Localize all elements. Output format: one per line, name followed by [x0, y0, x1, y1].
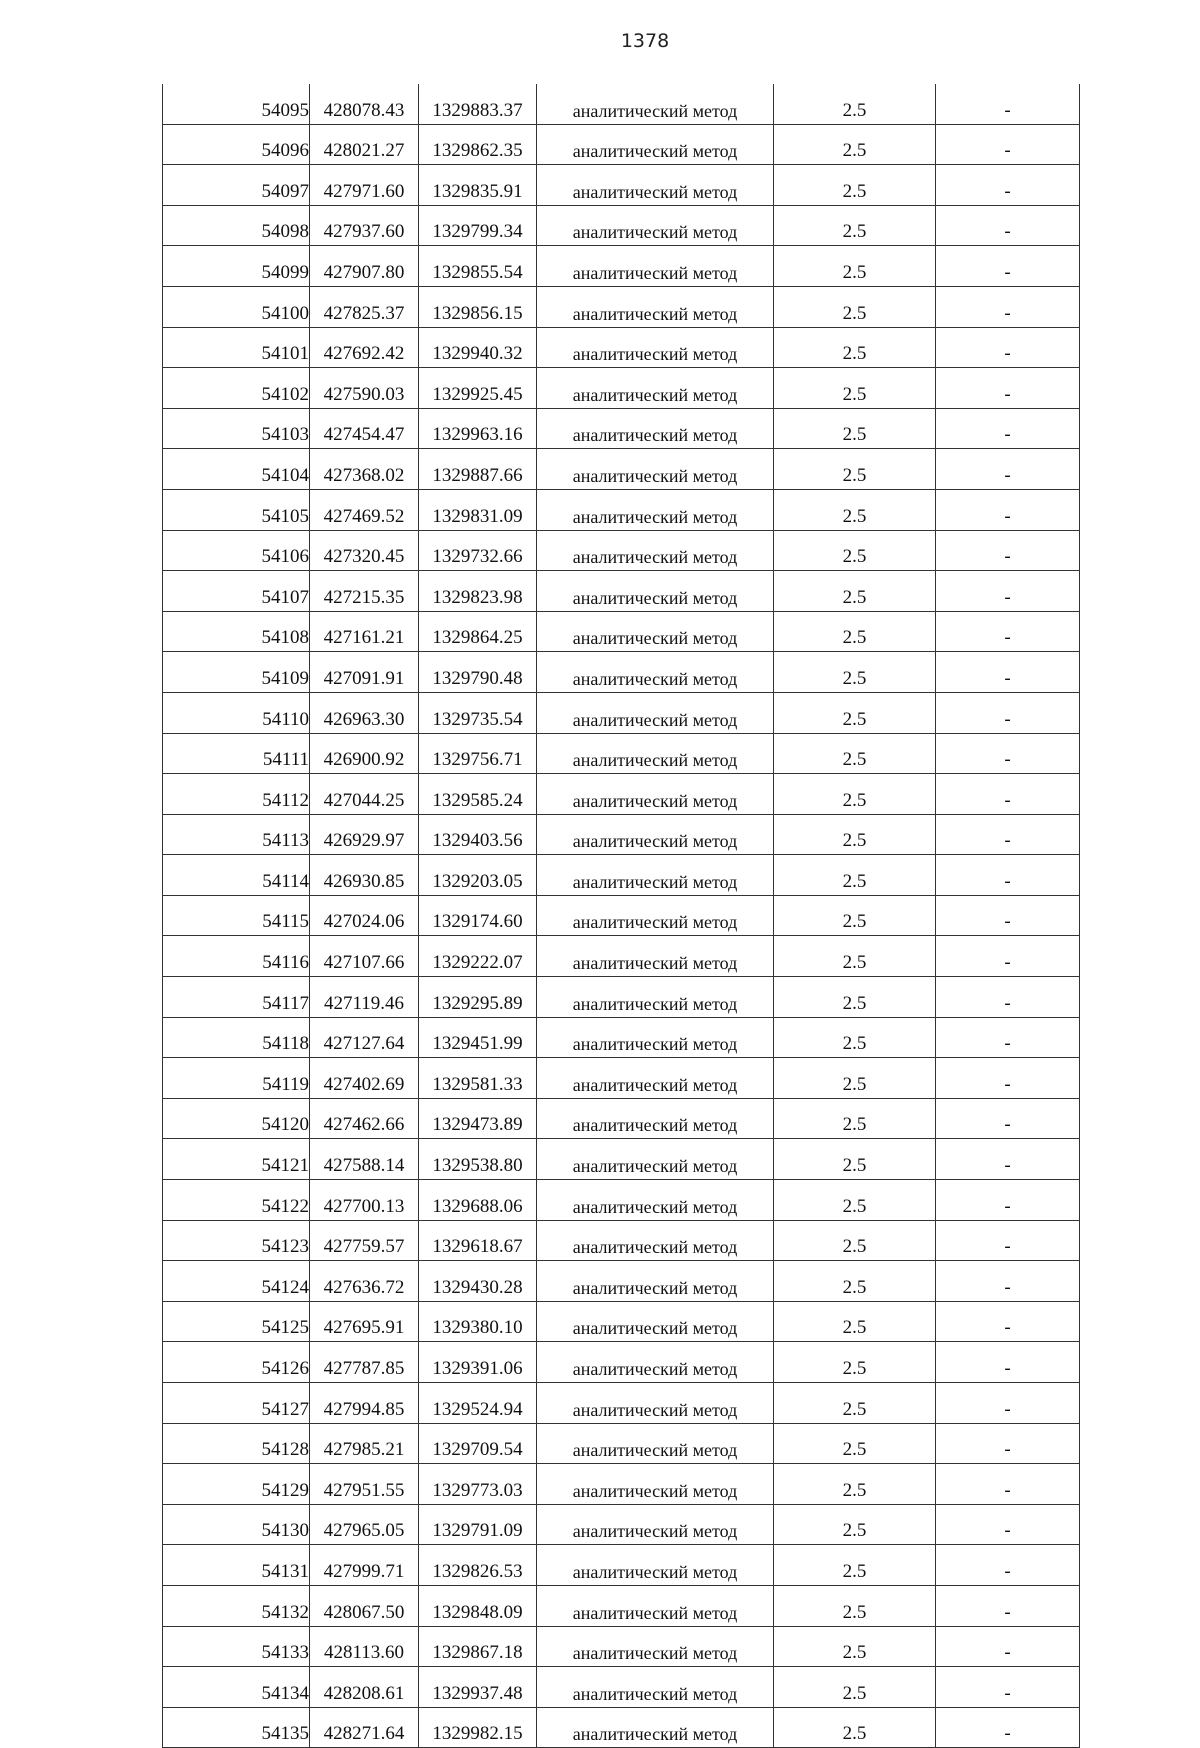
y-coordinate-cell: 1329380.10 [419, 1301, 537, 1342]
note-cell: - [936, 1707, 1080, 1748]
y-coordinate-cell: 1329855.54 [419, 246, 537, 287]
method-cell: аналитический метод [537, 1707, 774, 1748]
point-number-cell: 54119 [163, 1058, 310, 1099]
y-coordinate-cell: 1329203.05 [419, 855, 537, 896]
x-coordinate-cell: 427695.91 [310, 1301, 419, 1342]
table-row [163, 692, 1080, 733]
note-cell: - [936, 246, 1080, 287]
accuracy-cell: 2.5 [774, 1139, 936, 1180]
point-number-cell: 54098 [163, 205, 310, 246]
x-coordinate-cell: 427215.35 [310, 571, 419, 612]
note-cell: - [936, 530, 1080, 571]
note-cell: - [936, 652, 1080, 693]
table-row [163, 1139, 1080, 1180]
point-number-cell: 54120 [163, 1098, 310, 1139]
note-cell: - [936, 774, 1080, 815]
note-cell: - [936, 1626, 1080, 1667]
x-coordinate-cell: 427999.71 [310, 1545, 419, 1586]
accuracy-cell: 2.5 [774, 977, 936, 1018]
table-row [163, 1545, 1080, 1586]
point-number-cell: 54135 [163, 1707, 310, 1748]
note-cell: - [936, 286, 1080, 327]
table-row [163, 1301, 1080, 1342]
point-number-cell: 54125 [163, 1301, 310, 1342]
table-row [163, 611, 1080, 652]
method-cell: аналитический метод [537, 449, 774, 490]
accuracy-cell: 2.5 [774, 449, 936, 490]
point-number-cell: 54101 [163, 327, 310, 368]
accuracy-cell: 2.5 [774, 1585, 936, 1626]
y-coordinate-cell: 1329790.48 [419, 652, 537, 693]
point-number-cell: 54116 [163, 936, 310, 977]
note-cell: - [936, 84, 1080, 124]
accuracy-cell: 2.5 [774, 530, 936, 571]
table-row [163, 855, 1080, 896]
accuracy-cell: 2.5 [774, 1017, 936, 1058]
method-cell: аналитический метод [537, 977, 774, 1018]
note-cell: - [936, 1098, 1080, 1139]
accuracy-cell: 2.5 [774, 1098, 936, 1139]
point-number-cell: 54105 [163, 489, 310, 530]
point-number-cell: 54112 [163, 774, 310, 815]
point-number-cell: 54130 [163, 1504, 310, 1545]
point-number-cell: 54131 [163, 1545, 310, 1586]
x-coordinate-cell: 428208.61 [310, 1667, 419, 1708]
x-coordinate-cell: 427700.13 [310, 1180, 419, 1221]
note-cell: - [936, 733, 1080, 774]
accuracy-cell: 2.5 [774, 1545, 936, 1586]
method-cell: аналитический метод [537, 1342, 774, 1383]
method-cell: аналитический метод [537, 1626, 774, 1667]
method-cell: аналитический метод [537, 1220, 774, 1261]
x-coordinate-cell: 427951.55 [310, 1464, 419, 1505]
method-cell: аналитический метод [537, 1423, 774, 1464]
accuracy-cell: 2.5 [774, 1058, 936, 1099]
y-coordinate-cell: 1329451.99 [419, 1017, 537, 1058]
method-cell: аналитический метод [537, 733, 774, 774]
method-cell: аналитический метод [537, 205, 774, 246]
x-coordinate-cell: 427965.05 [310, 1504, 419, 1545]
y-coordinate-cell: 1329735.54 [419, 692, 537, 733]
x-coordinate-cell: 427469.52 [310, 489, 419, 530]
method-cell: аналитический метод [537, 1464, 774, 1505]
y-coordinate-cell: 1329831.09 [419, 489, 537, 530]
y-coordinate-cell: 1329391.06 [419, 1342, 537, 1383]
accuracy-cell: 2.5 [774, 327, 936, 368]
note-cell: - [936, 205, 1080, 246]
y-coordinate-cell: 1329524.94 [419, 1383, 537, 1424]
method-cell: аналитический метод [537, 165, 774, 206]
y-coordinate-cell: 1329835.91 [419, 165, 537, 206]
y-coordinate-cell: 1329403.56 [419, 814, 537, 855]
x-coordinate-cell: 427937.60 [310, 205, 419, 246]
method-cell: аналитический метод [537, 936, 774, 977]
point-number-cell: 54095 [163, 84, 310, 124]
method-cell: аналитический метод [537, 530, 774, 571]
y-coordinate-cell: 1329925.45 [419, 368, 537, 409]
x-coordinate-cell: 427825.37 [310, 286, 419, 327]
accuracy-cell: 2.5 [774, 165, 936, 206]
accuracy-cell: 2.5 [774, 124, 936, 165]
accuracy-cell: 2.5 [774, 1342, 936, 1383]
coordinates-table [162, 84, 1080, 1748]
accuracy-cell: 2.5 [774, 1626, 936, 1667]
table-row [163, 1667, 1080, 1708]
point-number-cell: 54103 [163, 408, 310, 449]
note-cell: - [936, 327, 1080, 368]
y-coordinate-cell: 1329864.25 [419, 611, 537, 652]
y-coordinate-cell: 1329887.66 [419, 449, 537, 490]
accuracy-cell: 2.5 [774, 368, 936, 409]
point-number-cell: 54108 [163, 611, 310, 652]
method-cell: аналитический метод [537, 1504, 774, 1545]
y-coordinate-cell: 1329982.15 [419, 1707, 537, 1748]
table-row [163, 774, 1080, 815]
y-coordinate-cell: 1329585.24 [419, 774, 537, 815]
table-row [163, 327, 1080, 368]
accuracy-cell: 2.5 [774, 1261, 936, 1302]
accuracy-cell: 2.5 [774, 814, 936, 855]
accuracy-cell: 2.5 [774, 652, 936, 693]
table-row [163, 814, 1080, 855]
accuracy-cell: 2.5 [774, 774, 936, 815]
point-number-cell: 54106 [163, 530, 310, 571]
table-row [163, 84, 1080, 124]
x-coordinate-cell: 427024.06 [310, 895, 419, 936]
method-cell: аналитический метод [537, 1301, 774, 1342]
coordinates-table-body [163, 84, 1080, 1748]
y-coordinate-cell: 1329963.16 [419, 408, 537, 449]
y-coordinate-cell: 1329538.80 [419, 1139, 537, 1180]
table-row [163, 733, 1080, 774]
accuracy-cell: 2.5 [774, 84, 936, 124]
accuracy-cell: 2.5 [774, 1220, 936, 1261]
x-coordinate-cell: 427091.91 [310, 652, 419, 693]
point-number-cell: 54111 [163, 733, 310, 774]
method-cell: аналитический метод [537, 1261, 774, 1302]
method-cell: аналитический метод [537, 1667, 774, 1708]
x-coordinate-cell: 427119.46 [310, 977, 419, 1018]
x-coordinate-cell: 426929.97 [310, 814, 419, 855]
method-cell: аналитический метод [537, 652, 774, 693]
x-coordinate-cell: 427588.14 [310, 1139, 419, 1180]
point-number-cell: 54122 [163, 1180, 310, 1221]
accuracy-cell: 2.5 [774, 205, 936, 246]
point-number-cell: 54133 [163, 1626, 310, 1667]
note-cell: - [936, 1261, 1080, 1302]
table-row [163, 489, 1080, 530]
x-coordinate-cell: 428021.27 [310, 124, 419, 165]
method-cell: аналитический метод [537, 286, 774, 327]
method-cell: аналитический метод [537, 611, 774, 652]
x-coordinate-cell: 426930.85 [310, 855, 419, 896]
accuracy-cell: 2.5 [774, 1423, 936, 1464]
method-cell: аналитический метод [537, 246, 774, 287]
accuracy-cell: 2.5 [774, 855, 936, 896]
accuracy-cell: 2.5 [774, 408, 936, 449]
y-coordinate-cell: 1329940.32 [419, 327, 537, 368]
method-cell: аналитический метод [537, 84, 774, 124]
note-cell: - [936, 1058, 1080, 1099]
y-coordinate-cell: 1329430.28 [419, 1261, 537, 1302]
note-cell: - [936, 977, 1080, 1018]
x-coordinate-cell: 428067.50 [310, 1585, 419, 1626]
x-coordinate-cell: 427402.69 [310, 1058, 419, 1099]
point-number-cell: 54099 [163, 246, 310, 287]
y-coordinate-cell: 1329295.89 [419, 977, 537, 1018]
x-coordinate-cell: 427994.85 [310, 1383, 419, 1424]
method-cell: аналитический метод [537, 408, 774, 449]
x-coordinate-cell: 427320.45 [310, 530, 419, 571]
accuracy-cell: 2.5 [774, 936, 936, 977]
x-coordinate-cell: 427127.64 [310, 1017, 419, 1058]
point-number-cell: 54109 [163, 652, 310, 693]
note-cell: - [936, 1464, 1080, 1505]
x-coordinate-cell: 427590.03 [310, 368, 419, 409]
note-cell: - [936, 1545, 1080, 1586]
point-number-cell: 54097 [163, 165, 310, 206]
accuracy-cell: 2.5 [774, 286, 936, 327]
point-number-cell: 54114 [163, 855, 310, 896]
method-cell: аналитический метод [537, 774, 774, 815]
x-coordinate-cell: 427787.85 [310, 1342, 419, 1383]
table-row [163, 1261, 1080, 1302]
y-coordinate-cell: 1329937.48 [419, 1667, 537, 1708]
point-number-cell: 54127 [163, 1383, 310, 1424]
x-coordinate-cell: 427692.42 [310, 327, 419, 368]
x-coordinate-cell: 428271.64 [310, 1707, 419, 1748]
point-number-cell: 54123 [163, 1220, 310, 1261]
table-row [163, 449, 1080, 490]
point-number-cell: 54121 [163, 1139, 310, 1180]
x-coordinate-cell: 427759.57 [310, 1220, 419, 1261]
table-row [163, 530, 1080, 571]
note-cell: - [936, 1139, 1080, 1180]
accuracy-cell: 2.5 [774, 571, 936, 612]
x-coordinate-cell: 427454.47 [310, 408, 419, 449]
note-cell: - [936, 611, 1080, 652]
table-row [163, 652, 1080, 693]
table-row [163, 246, 1080, 287]
x-coordinate-cell: 427907.80 [310, 246, 419, 287]
y-coordinate-cell: 1329709.54 [419, 1423, 537, 1464]
note-cell: - [936, 1504, 1080, 1545]
method-cell: аналитический метод [537, 692, 774, 733]
table-row [163, 205, 1080, 246]
method-cell: аналитический метод [537, 1383, 774, 1424]
point-number-cell: 54134 [163, 1667, 310, 1708]
x-coordinate-cell: 426900.92 [310, 733, 419, 774]
y-coordinate-cell: 1329732.66 [419, 530, 537, 571]
method-cell: аналитический метод [537, 1545, 774, 1586]
note-cell: - [936, 1585, 1080, 1626]
note-cell: - [936, 408, 1080, 449]
y-coordinate-cell: 1329618.67 [419, 1220, 537, 1261]
accuracy-cell: 2.5 [774, 246, 936, 287]
table-row [163, 936, 1080, 977]
table-row [163, 408, 1080, 449]
note-cell: - [936, 936, 1080, 977]
accuracy-cell: 2.5 [774, 1667, 936, 1708]
x-coordinate-cell: 426963.30 [310, 692, 419, 733]
table-row [163, 1098, 1080, 1139]
note-cell: - [936, 1423, 1080, 1464]
y-coordinate-cell: 1329756.71 [419, 733, 537, 774]
table-row [163, 1626, 1080, 1667]
point-number-cell: 54128 [163, 1423, 310, 1464]
method-cell: аналитический метод [537, 368, 774, 409]
accuracy-cell: 2.5 [774, 1464, 936, 1505]
accuracy-cell: 2.5 [774, 489, 936, 530]
note-cell: - [936, 1301, 1080, 1342]
page-number: 1378 [620, 30, 670, 52]
x-coordinate-cell: 427368.02 [310, 449, 419, 490]
point-number-cell: 54104 [163, 449, 310, 490]
note-cell: - [936, 165, 1080, 206]
note-cell: - [936, 449, 1080, 490]
table-row [163, 1383, 1080, 1424]
accuracy-cell: 2.5 [774, 1180, 936, 1221]
method-cell: аналитический метод [537, 855, 774, 896]
method-cell: аналитический метод [537, 571, 774, 612]
x-coordinate-cell: 427161.21 [310, 611, 419, 652]
note-cell: - [936, 855, 1080, 896]
note-cell: - [936, 1017, 1080, 1058]
table-row [163, 286, 1080, 327]
y-coordinate-cell: 1329791.09 [419, 1504, 537, 1545]
note-cell: - [936, 814, 1080, 855]
accuracy-cell: 2.5 [774, 895, 936, 936]
method-cell: аналитический метод [537, 1585, 774, 1626]
y-coordinate-cell: 1329867.18 [419, 1626, 537, 1667]
y-coordinate-cell: 1329826.53 [419, 1545, 537, 1586]
method-cell: аналитический метод [537, 1180, 774, 1221]
table-row [163, 1585, 1080, 1626]
accuracy-cell: 2.5 [774, 733, 936, 774]
x-coordinate-cell: 428113.60 [310, 1626, 419, 1667]
method-cell: аналитический метод [537, 489, 774, 530]
x-coordinate-cell: 427462.66 [310, 1098, 419, 1139]
point-number-cell: 54100 [163, 286, 310, 327]
point-number-cell: 54113 [163, 814, 310, 855]
note-cell: - [936, 489, 1080, 530]
y-coordinate-cell: 1329848.09 [419, 1585, 537, 1626]
y-coordinate-cell: 1329883.37 [419, 84, 537, 124]
y-coordinate-cell: 1329473.89 [419, 1098, 537, 1139]
method-cell: аналитический метод [537, 327, 774, 368]
point-number-cell: 54126 [163, 1342, 310, 1383]
accuracy-cell: 2.5 [774, 692, 936, 733]
y-coordinate-cell: 1329799.34 [419, 205, 537, 246]
y-coordinate-cell: 1329581.33 [419, 1058, 537, 1099]
table-row [163, 1220, 1080, 1261]
note-cell: - [936, 124, 1080, 165]
method-cell: аналитический метод [537, 1139, 774, 1180]
note-cell: - [936, 1342, 1080, 1383]
table-row [163, 368, 1080, 409]
x-coordinate-cell: 428078.43 [310, 84, 419, 124]
x-coordinate-cell: 427971.60 [310, 165, 419, 206]
x-coordinate-cell: 427636.72 [310, 1261, 419, 1302]
method-cell: аналитический метод [537, 814, 774, 855]
table-row [163, 1017, 1080, 1058]
note-cell: - [936, 895, 1080, 936]
accuracy-cell: 2.5 [774, 1383, 936, 1424]
method-cell: аналитический метод [537, 1098, 774, 1139]
x-coordinate-cell: 427985.21 [310, 1423, 419, 1464]
table-row [163, 1504, 1080, 1545]
table-row [163, 1180, 1080, 1221]
accuracy-cell: 2.5 [774, 1301, 936, 1342]
note-cell: - [936, 1667, 1080, 1708]
table-row [163, 1058, 1080, 1099]
x-coordinate-cell: 427044.25 [310, 774, 419, 815]
note-cell: - [936, 692, 1080, 733]
point-number-cell: 54115 [163, 895, 310, 936]
table-row [163, 165, 1080, 206]
note-cell: - [936, 1180, 1080, 1221]
table-row [163, 571, 1080, 612]
note-cell: - [936, 1220, 1080, 1261]
accuracy-cell: 2.5 [774, 611, 936, 652]
table-row [163, 1342, 1080, 1383]
y-coordinate-cell: 1329856.15 [419, 286, 537, 327]
point-number-cell: 54132 [163, 1585, 310, 1626]
accuracy-cell: 2.5 [774, 1504, 936, 1545]
point-number-cell: 54102 [163, 368, 310, 409]
note-cell: - [936, 571, 1080, 612]
y-coordinate-cell: 1329862.35 [419, 124, 537, 165]
table-row [163, 1423, 1080, 1464]
point-number-cell: 54107 [163, 571, 310, 612]
point-number-cell: 54118 [163, 1017, 310, 1058]
point-number-cell: 54117 [163, 977, 310, 1018]
note-cell: - [936, 368, 1080, 409]
table-row [163, 977, 1080, 1018]
y-coordinate-cell: 1329773.03 [419, 1464, 537, 1505]
table-row [163, 124, 1080, 165]
x-coordinate-cell: 427107.66 [310, 936, 419, 977]
table-row [163, 1707, 1080, 1748]
y-coordinate-cell: 1329222.07 [419, 936, 537, 977]
method-cell: аналитический метод [537, 124, 774, 165]
y-coordinate-cell: 1329688.06 [419, 1180, 537, 1221]
table-row [163, 1464, 1080, 1505]
point-number-cell: 54110 [163, 692, 310, 733]
accuracy-cell: 2.5 [774, 1707, 936, 1748]
y-coordinate-cell: 1329174.60 [419, 895, 537, 936]
note-cell: - [936, 1383, 1080, 1424]
table-row [163, 895, 1080, 936]
y-coordinate-cell: 1329823.98 [419, 571, 537, 612]
point-number-cell: 54096 [163, 124, 310, 165]
point-number-cell: 54129 [163, 1464, 310, 1505]
method-cell: аналитический метод [537, 895, 774, 936]
method-cell: аналитический метод [537, 1017, 774, 1058]
method-cell: аналитический метод [537, 1058, 774, 1099]
point-number-cell: 54124 [163, 1261, 310, 1302]
